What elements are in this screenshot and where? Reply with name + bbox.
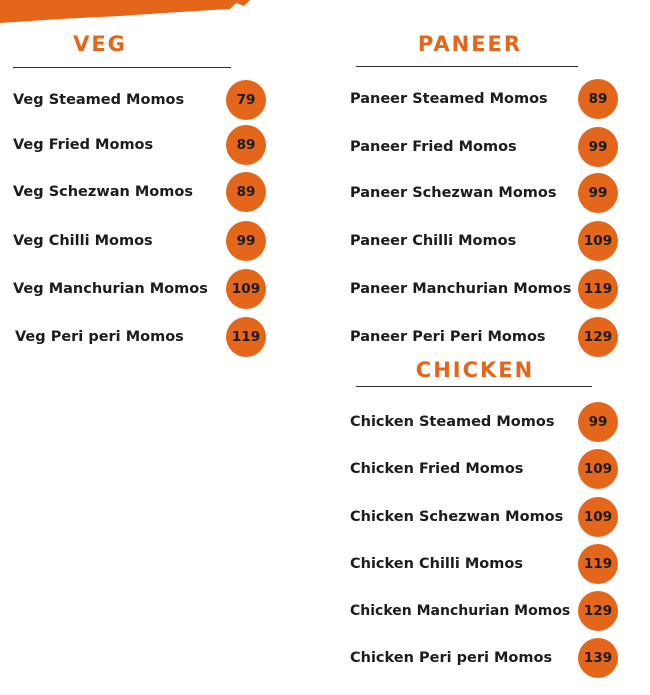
price-badge: 89 bbox=[578, 79, 618, 119]
menu-item bbox=[13, 125, 273, 165]
item-name: Paneer Steamed Momos bbox=[350, 91, 548, 107]
paneer-title-divider bbox=[356, 66, 578, 67]
brush-stroke-decoration bbox=[0, 0, 260, 26]
menu-item bbox=[350, 127, 620, 167]
menu-item bbox=[13, 80, 273, 120]
price-badge: 109 bbox=[578, 497, 618, 537]
menu-item bbox=[350, 497, 620, 537]
menu-item bbox=[350, 317, 620, 357]
item-name: Paneer Fried Momos bbox=[350, 139, 517, 155]
item-name: Chicken Manchurian Momos bbox=[350, 603, 571, 619]
item-name: Veg Fried Momos bbox=[13, 137, 154, 153]
veg-title-divider bbox=[13, 67, 231, 68]
price-badge: 109 bbox=[578, 221, 618, 261]
paneer-section-title: PANEER bbox=[417, 32, 523, 56]
item-name: Veg Manchurian Momos bbox=[13, 281, 208, 297]
menu-item bbox=[15, 317, 273, 357]
menu-item bbox=[350, 173, 620, 213]
chicken-title-divider bbox=[356, 386, 592, 387]
price-badge: 109 bbox=[578, 449, 618, 489]
price-badge: 99 bbox=[578, 173, 618, 213]
price-badge: 89 bbox=[226, 125, 266, 165]
menu-item bbox=[350, 591, 620, 631]
price-badge: 99 bbox=[578, 402, 618, 442]
item-name: Paneer Peri Peri Momos bbox=[350, 329, 546, 345]
price-badge: 129 bbox=[578, 591, 618, 631]
menu-item bbox=[350, 221, 620, 261]
price-badge: 129 bbox=[578, 317, 618, 357]
price-badge: 139 bbox=[578, 638, 618, 678]
price-badge: 119 bbox=[578, 544, 618, 584]
price-badge: 109 bbox=[226, 269, 266, 309]
item-name: Chicken Steamed Momos bbox=[350, 414, 555, 430]
price-badge: 119 bbox=[226, 317, 266, 357]
item-name: Chicken Peri peri Momos bbox=[350, 650, 553, 666]
item-name: Chicken Schezwan Momos bbox=[350, 509, 564, 525]
menu-item bbox=[350, 402, 620, 442]
price-badge: 99 bbox=[578, 127, 618, 167]
item-name: Chicken Fried Momos bbox=[350, 461, 524, 477]
item-name: Veg Peri peri Momos bbox=[15, 329, 184, 345]
price-badge: 79 bbox=[226, 80, 266, 120]
price-badge: 89 bbox=[226, 172, 266, 212]
menu-item bbox=[13, 269, 273, 309]
item-name: Paneer Schezwan Momos bbox=[350, 185, 557, 201]
item-name: Paneer Manchurian Momos bbox=[350, 281, 572, 297]
chicken-section-title: CHICKEN bbox=[415, 358, 535, 382]
price-badge: 99 bbox=[226, 221, 266, 261]
menu-item bbox=[13, 221, 273, 261]
menu-item bbox=[350, 449, 620, 489]
item-name: Chicken Chilli Momos bbox=[350, 556, 523, 572]
item-name: Veg Chilli Momos bbox=[13, 233, 153, 249]
item-name: Paneer Chilli Momos bbox=[350, 233, 517, 249]
menu-item bbox=[13, 172, 273, 212]
menu-item bbox=[350, 638, 620, 678]
menu-item bbox=[350, 544, 620, 584]
item-name: Veg Steamed Momos bbox=[13, 92, 185, 108]
price-badge: 119 bbox=[578, 269, 618, 309]
menu-item bbox=[350, 269, 620, 309]
veg-section-title: VEG bbox=[73, 32, 127, 56]
item-name: Veg Schezwan Momos bbox=[13, 184, 193, 200]
menu-item bbox=[350, 79, 620, 119]
